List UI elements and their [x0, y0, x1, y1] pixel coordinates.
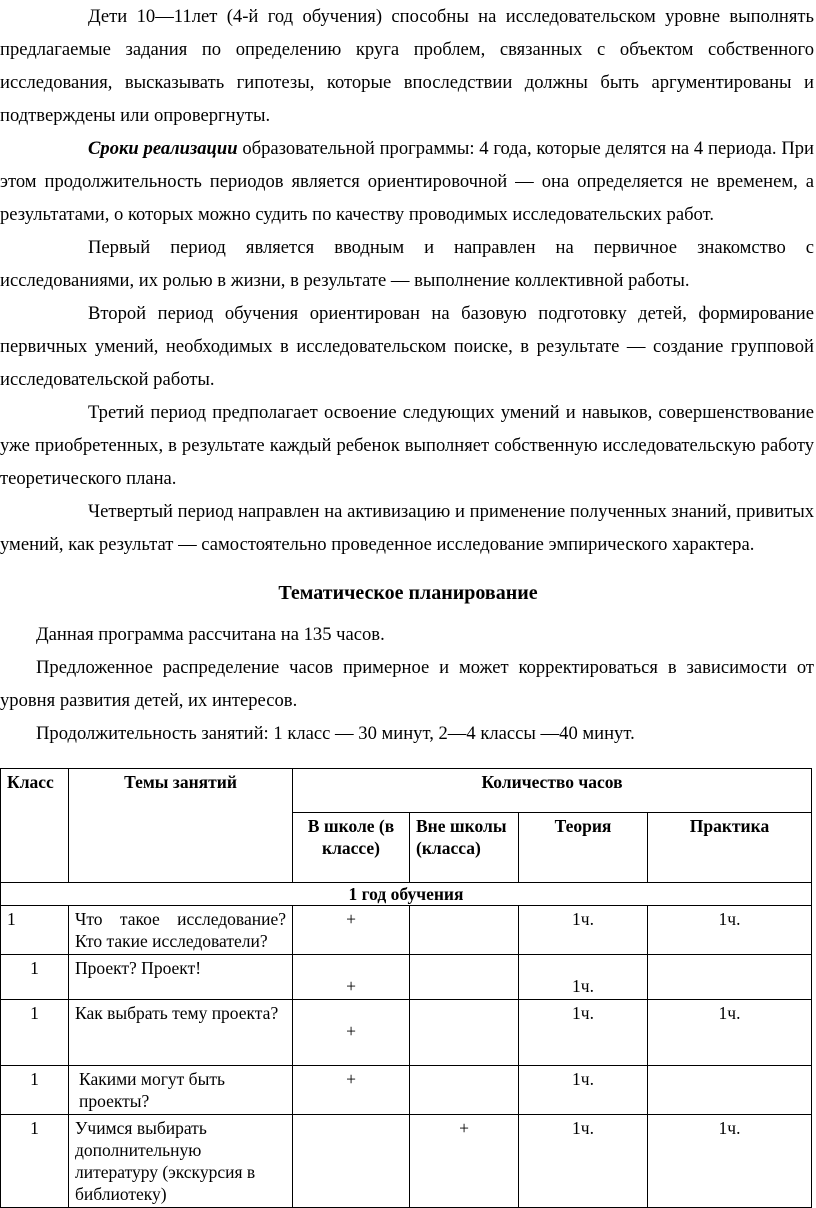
cell-in-school	[293, 1115, 410, 1208]
table-row	[1, 1000, 812, 1066]
year-row	[1, 883, 812, 906]
cell-topic: Учимся выбирать дополнительную литературу (экскурсия в библиотеку)	[69, 1115, 293, 1208]
table-row	[1, 955, 812, 1000]
cell-out-school	[410, 906, 519, 955]
header-practice: Практика	[648, 813, 812, 883]
cell-in-school: +	[293, 1000, 410, 1066]
cell-out-school	[410, 955, 519, 1000]
cell-in-school: +	[293, 906, 410, 955]
info-lesson-duration: Продолжительность занятий: 1 класс — 30 минут, 2—4 классы —40 минут.	[36, 723, 635, 744]
info-hours-distribution: Предложенное распределение часов примерное и может корректироваться в зависимости от уровня развития детей, их интересов.	[0, 657, 814, 711]
header-theory: Теория	[519, 813, 648, 883]
cell-topic: Какими могут быть проекты?	[69, 1066, 293, 1115]
cell-class: 1	[1, 1000, 69, 1066]
cell-practice: 1ч.	[648, 1115, 812, 1208]
cell-topic: Как выбрать тему проекта?	[69, 1000, 293, 1066]
cell-class: 1	[1, 1066, 69, 1115]
header-out-school: Вне школы (класса)	[410, 813, 519, 883]
cell-in-school: +	[293, 1066, 410, 1115]
cell-out-school	[410, 1000, 519, 1066]
cell-practice: 1ч.	[648, 1000, 812, 1066]
thematic-plan-table	[0, 768, 812, 1208]
header-class: Класс	[1, 769, 69, 883]
implementation-terms-label: Сроки реализации	[88, 138, 238, 159]
cell-topic: Что такое исследование? Кто такие исследователи?	[69, 906, 293, 955]
cell-theory: 1ч.	[519, 906, 648, 955]
cell-theory: 1ч.	[519, 955, 648, 1000]
implementation-terms-text: образовательной программы: 4 года, которые делятся на 4 периода. При этом продолжительность периодов является ориентировочной — она определяется не временем, а результатами, о которых можно судить по качеству проводимых исследовательских работ.	[0, 138, 815, 225]
paragraph-age-abilities: Дети 10—11лет (4-й год обучения) способны на исследовательском уровне выполнять предлагаемые задания по определению круга проблем, связанных с объектом собственного исследования, высказывать гипотезы, которые впоследствии должны быть аргументированы и подтверждены или опровергнуты.	[0, 6, 814, 126]
paragraph-first-period: Первый период является вводным и направлен на первичное знакомство с исследованиями, их ролью в жизни, в результате — выполнение коллективной работы.	[0, 237, 814, 291]
table-row	[1, 1066, 812, 1115]
cell-practice: 1ч.	[648, 906, 812, 955]
cell-topic: Проект? Проект!	[69, 955, 293, 1000]
paragraph-third-period: Третий период предполагает освоение следующих умений и навыков, совершенствование уже приобретенных, в результате каждый ребенок выполняет собственную исследовательскую работу теоретического плана.	[0, 402, 814, 489]
cell-practice	[648, 955, 812, 1000]
header-hours: Количество часов	[293, 769, 812, 813]
info-total-hours: Данная программа рассчитана на 135 часов.	[36, 624, 385, 645]
cell-theory: 1ч.	[519, 1115, 648, 1208]
section-heading: Тематическое планирование	[278, 582, 538, 604]
cell-class: 1	[1, 906, 69, 955]
cell-out-school	[410, 1066, 519, 1115]
header-topics: Темы занятий	[69, 769, 293, 883]
paragraph-implementation-terms	[0, 132, 814, 231]
table-row	[1, 906, 812, 955]
cell-practice	[648, 1066, 812, 1115]
table-header-row	[1, 769, 812, 813]
cell-theory: 1ч.	[519, 1066, 648, 1115]
header-in-school: В школе (в классе)	[293, 813, 410, 883]
cell-class: 1	[1, 955, 69, 1000]
cell-class: 1	[1, 1115, 69, 1208]
cell-in-school: +	[293, 955, 410, 1000]
table-row	[1, 1115, 812, 1208]
year-label: 1 год обучения	[1, 883, 812, 906]
cell-out-school: +	[410, 1115, 519, 1208]
cell-theory: 1ч.	[519, 1000, 648, 1066]
paragraph-second-period: Второй период обучения ориентирован на базовую подготовку детей, формирование первичных умений, необходимых в исследовательском поиске, в результате — создание групповой исследовательской работы.	[0, 303, 814, 390]
paragraph-fourth-period: Четвертый период направлен на активизацию и применение полученных знаний, привитых умений, как результат — самостоятельно проведенное исследование эмпирического характера.	[0, 501, 814, 555]
